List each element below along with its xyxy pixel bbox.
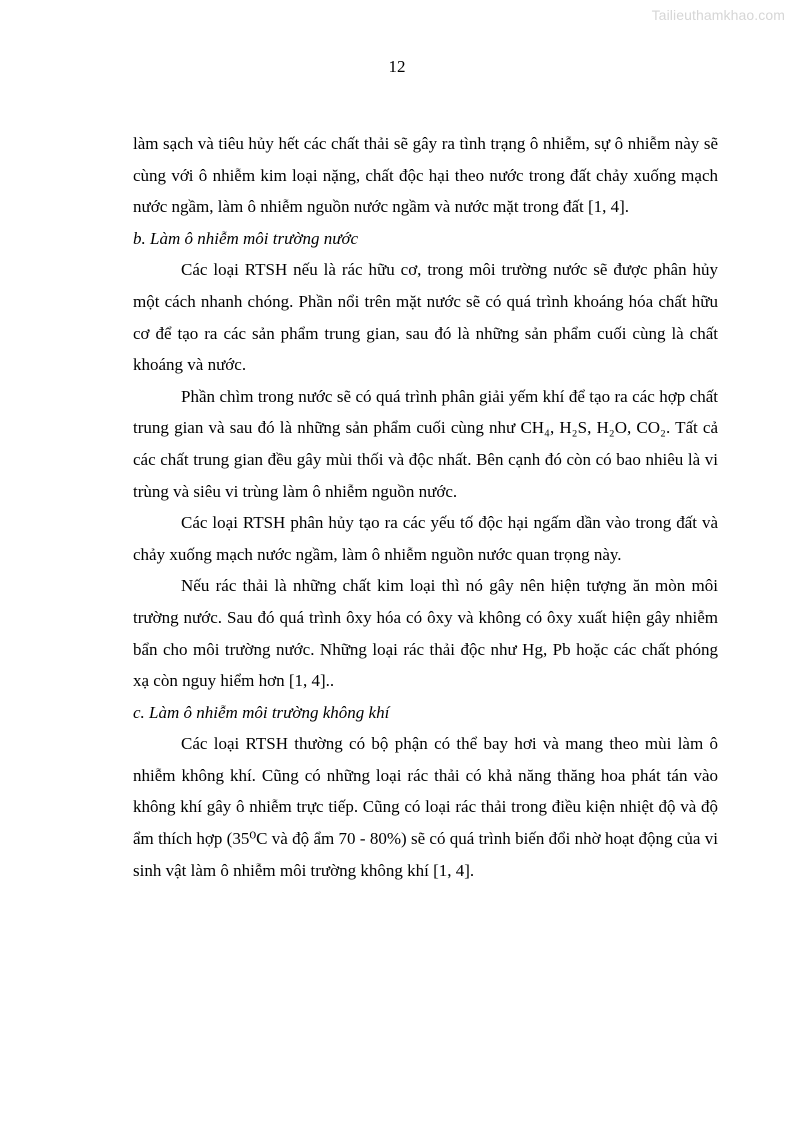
paragraph-air-pollution: Các loại RTSH thường có bộ phận có thể bay hơi và mang theo mùi làm ô nhiễm không khí. Cũng có những loại rác thải có khả năng thăng hoa phát tán vào không khí gây ô nhiễm trực tiếp. Cũng có loại rác thải trong điều kiện nhiệt độ và độ ẩm thích hợp (35⁰C và độ ẩm 70 - 80%) sẽ có quá trình biến đổi nhờ hoạt động của vi sinh vật làm ô nhiễm môi trường không khí [1, 4]. bbox=[133, 734, 718, 880]
paragraph-organic-waste: Các loại RTSH nếu là rác hữu cơ, trong môi trường nước sẽ được phân hủy một cách nhanh chóng. Phần nổi trên mặt nước sẽ có quá trình khoáng hóa chất hữu cơ để tạo ra các sản phẩm trung gian, sau đó là những sản phẩm cuối cùng là chất khoáng và nước. bbox=[133, 260, 718, 375]
watermark: Tailieuthamkhao.com bbox=[651, 7, 785, 23]
paragraph-anaerobic: Phần chìm trong nước sẽ có quá trình phân giải yếm khí để tạo ra các hợp chất trung gian và sau đó là những sản phẩm cuối cùng như CH₄, H₂S, H₂O, CO₂. Tất cả các chất trung gian đều gây mùi thối và độc nhất. Bên cạnh đó còn có bao nhiêu là vi trùng và siêu vi trùng làm ô nhiễm nguồn nước. bbox=[133, 386, 718, 501]
section-heading-b: b. Làm ô nhiễm môi trường nước bbox=[133, 228, 359, 248]
paragraph-continuation: làm sạch và tiêu hủy hết các chất thải sẽ gây ra tình trạng ô nhiễm, sự ô nhiễm này sẽ cùng với ô nhiễm kim loại nặng, chất độc hại theo nước trong đất chảy xuống mạch nước ngầm, làm ô nhiễm nguồn nước ngầm và nước mặt trong đất [1, 4]. bbox=[133, 134, 718, 217]
paragraph-groundwater: Các loại RTSH phân hủy tạo ra các yếu tố độc hại ngấm dần vào trong đất và chảy xuống mạch nước ngầm, làm ô nhiễm nguồn nước quan trọng này. bbox=[133, 513, 718, 564]
document-body bbox=[133, 128, 718, 886]
section-heading-c: c. Làm ô nhiễm môi trường không khí bbox=[133, 702, 390, 722]
paragraph-metals: Nếu rác thải là những chất kim loại thì nó gây nên hiện tượng ăn mòn môi trường nước. Sau đó quá trình ôxy hóa có ôxy và không có ôxy xuất hiện gây nhiễm bẩn cho môi trường nước. Những loại rác thải độc như Hg, Pb hoặc các chất phóng xạ còn nguy hiểm hơn [1, 4].. bbox=[133, 576, 718, 691]
page-number: 12 bbox=[388, 57, 406, 76]
